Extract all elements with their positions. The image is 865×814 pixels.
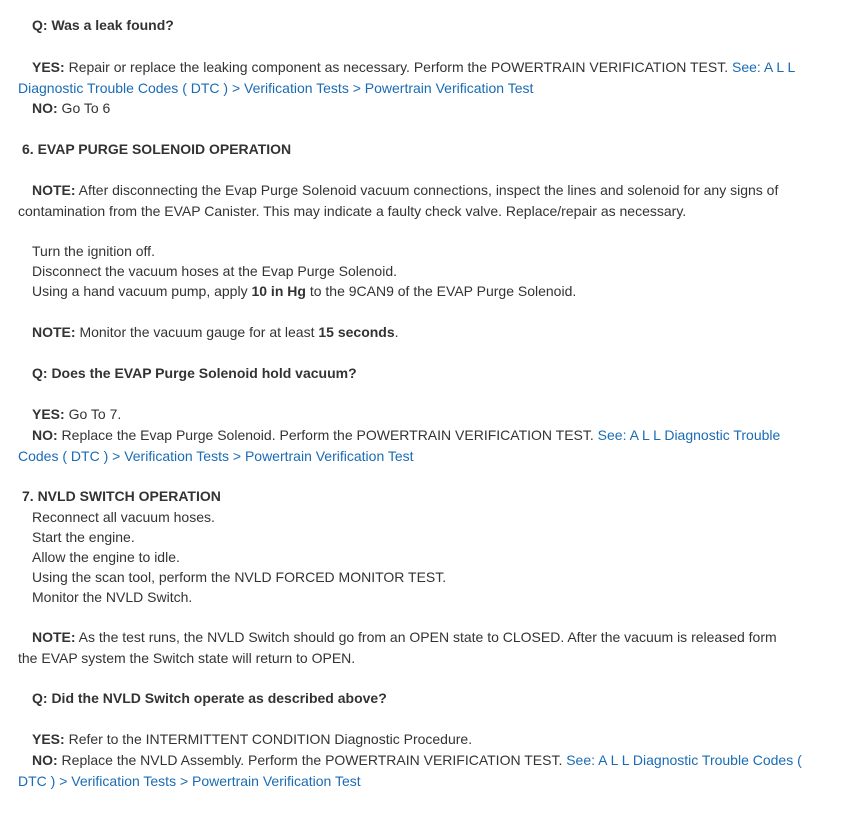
step7-instruction-4: Using the scan tool, perform the NVLD FORCED MONITOR TEST. xyxy=(32,569,447,585)
note-label: NOTE: xyxy=(32,324,76,340)
step6-no-answer: NO: Replace the Evap Purge Solenoid. Perform the POWERTRAIN VERIFICATION TEST. See: A L L Diagnostic Trouble xyxy=(32,427,781,443)
yes-label: YES: xyxy=(32,406,65,422)
powertrain-verification-test-link[interactable]: Codes ( DTC ) > Verification Tests > Powertrain Verification Test xyxy=(18,448,414,464)
yes-answer-line xyxy=(32,57,795,77)
step6-instruction-2: Disconnect the vacuum hoses at the Evap Purge Solenoid. xyxy=(32,263,397,279)
no-text: Go To 6 xyxy=(57,100,111,116)
step6-instruction-1: Turn the ignition off. xyxy=(32,243,155,259)
step7-note-line1: NOTE: As the test runs, the NVLD Switch should go from an OPEN state to CLOSED. After the vacuum is released form xyxy=(32,629,777,645)
question-purge-solenoid-hold: Q: Does the EVAP Purge Solenoid hold vacuum? xyxy=(32,365,357,381)
see-all-dtc-link-part1[interactable]: See: A L L Diagnostic Trouble xyxy=(597,427,781,443)
step6-yes-answer: YES: Go To 7. xyxy=(32,406,122,422)
no-label: NO: xyxy=(32,100,58,116)
step7-no-answer: NO: Replace the NVLD Assembly. Perform the POWERTRAIN VERIFICATION TEST. See: A L L Diagnostic Trouble Codes ( xyxy=(32,752,802,768)
step6-note1-line2: contamination from the EVAP Canister. This may indicate a faulty check valve. Replace/repair as necessary. xyxy=(18,203,687,219)
no-label: NO: xyxy=(32,752,58,768)
note-text: After disconnecting the Evap Purge Solenoid vacuum connections, inspect the lines and solenoid for any signs of xyxy=(75,182,779,198)
step6-note2: NOTE: Monitor the vacuum gauge for at least 15 seconds. xyxy=(32,324,399,340)
yes-answer-link-line xyxy=(18,78,533,98)
step7-instruction-2: Start the engine. xyxy=(32,529,135,545)
see-all-dtc-link-part1[interactable]: See: A L L Diagnostic Trouble Codes ( xyxy=(566,752,802,768)
step6-no-link-line xyxy=(18,446,414,466)
step6-note1-line1 xyxy=(32,180,778,200)
step7-note-line2: the EVAP system the Switch state will return to OPEN. xyxy=(18,650,356,666)
question-nvld-switch-operate: Q: Did the NVLD Switch operate as described above? xyxy=(32,690,387,706)
step7-no-link-line xyxy=(18,771,361,791)
question-leak-found xyxy=(32,15,174,35)
powertrain-verification-test-link[interactable]: Diagnostic Trouble Codes ( DTC ) > Verification Tests > Powertrain Verification Test xyxy=(18,80,534,96)
step7-instruction-3: Allow the engine to idle. xyxy=(32,549,180,565)
no-answer-line xyxy=(32,98,110,118)
step6-heading: 6. EVAP PURGE SOLENOID OPERATION xyxy=(22,141,292,157)
note-label: NOTE: xyxy=(32,182,76,198)
powertrain-verification-test-link[interactable]: DTC ) > Verification Tests > Powertrain Verification Test xyxy=(18,773,361,789)
yes-label: YES: xyxy=(32,731,65,747)
step6-instruction-3: Using a hand vacuum pump, apply 10 in Hg to the 9CAN9 of the EVAP Purge Solenoid. xyxy=(32,283,577,299)
step7-heading: 7. NVLD SWITCH OPERATION xyxy=(22,488,221,504)
yes-text: Repair or replace the leaking component as necessary. Perform the POWERTRAIN VERIFICATION TEST. xyxy=(64,59,733,75)
step7-instruction-5: Monitor the NVLD Switch. xyxy=(32,589,193,605)
see-all-dtc-link-part1[interactable]: See: A L L xyxy=(732,59,796,75)
step7-instruction-1: Reconnect all vacuum hoses. xyxy=(32,509,215,525)
question-text: Q: Was a leak found? xyxy=(32,17,174,33)
step7-yes-answer: YES: Refer to the INTERMITTENT CONDITION Diagnostic Procedure. xyxy=(32,731,473,747)
note-label: NOTE: xyxy=(32,629,76,645)
yes-label: YES: xyxy=(32,59,65,75)
no-label: NO: xyxy=(32,427,58,443)
